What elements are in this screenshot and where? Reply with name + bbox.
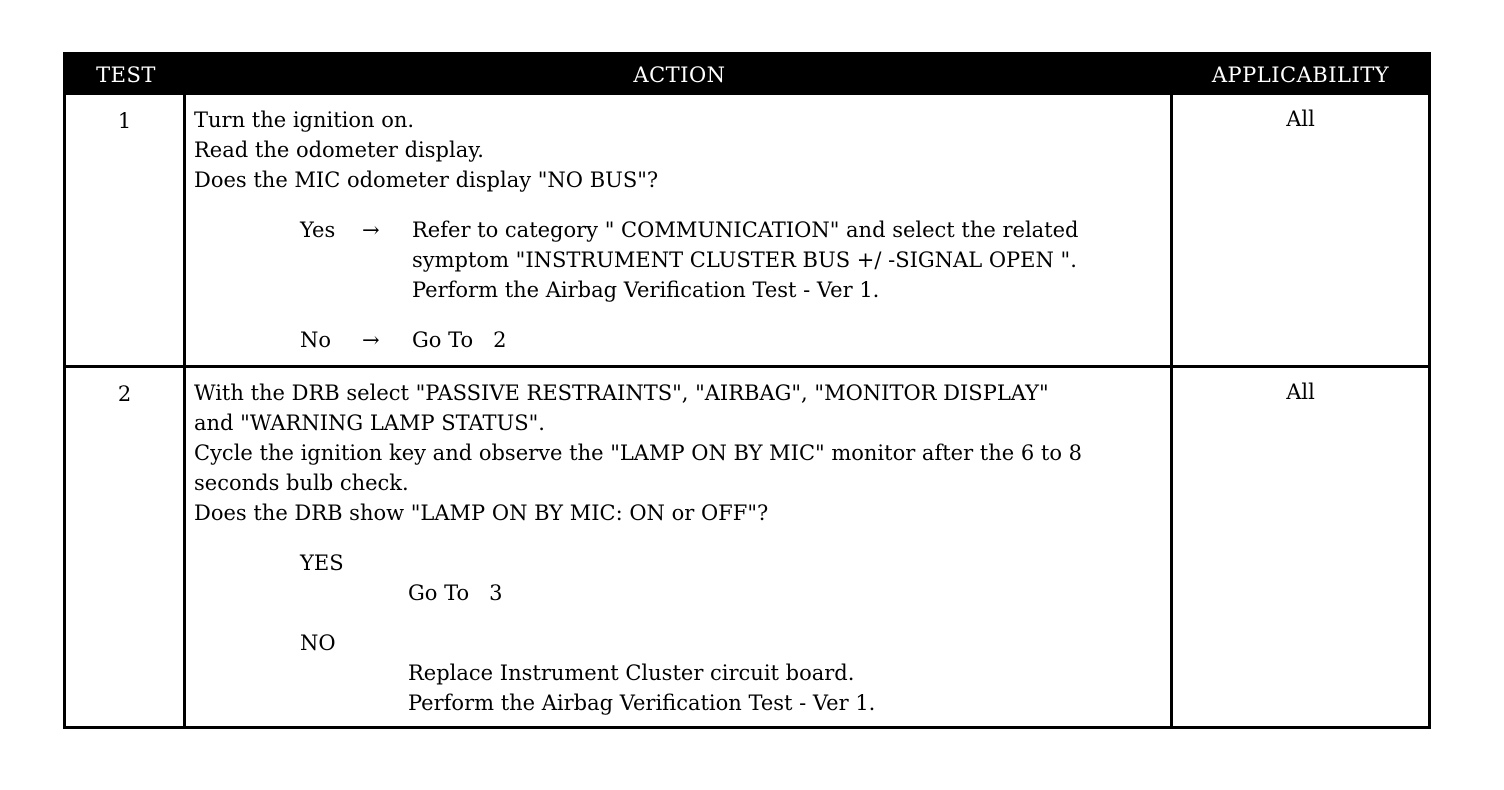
instruction-line: Turn the ignition on. [194, 108, 415, 132]
yes-text-line: Refer to category " COMMUNICATION" and select the related [412, 218, 1079, 242]
no-text-line: Perform the Airbag Verification Test - Ver 1. [408, 691, 876, 715]
instruction-line: Does the MIC odometer display "NO BUS"? [194, 168, 659, 192]
instruction-line: Cycle the ignition key and observe the "LAMP ON BY MIC" monitor after the 6 to 8 [194, 441, 1083, 465]
diagnostic-test-table [63, 52, 1431, 729]
yes-text [412, 215, 1164, 305]
applicability-value: All [1286, 107, 1315, 131]
yes-response [300, 215, 1164, 305]
header-test: TEST [96, 63, 156, 87]
yes-text-line: Perform the Airbag Verification Test - Ver 1. [412, 278, 880, 302]
applicability-value: All [1286, 380, 1315, 404]
header-applicability: APPLICABILITY [1211, 63, 1390, 87]
instruction-line: With the DRB select "PASSIVE RESTRAINTS", "AIRBAG", "MONITOR DISPLAY" [194, 381, 1049, 405]
instruction-line: seconds bulb check. [194, 471, 409, 495]
yes-text: Go To 3 [408, 581, 503, 605]
arrow-right-icon: → [362, 218, 380, 242]
instruction-line: Read the odometer display. [194, 138, 484, 162]
action-cell [186, 368, 1173, 726]
action-cell [186, 95, 1173, 365]
header-action: ACTION [633, 63, 726, 87]
test-number: 1 [66, 95, 186, 365]
instruction-line: and "WARNING LAMP STATUS". [194, 411, 545, 435]
table-row [66, 365, 1428, 726]
instruction-line: Does the DRB show "LAMP ON BY MIC: ON or OFF"? [194, 501, 769, 525]
no-label: No [300, 328, 332, 352]
no-label: NO [300, 631, 336, 655]
arrow-right-icon: → [362, 328, 380, 352]
test-number: 2 [66, 368, 186, 726]
yes-label: Yes [300, 218, 336, 242]
table-row [66, 95, 1428, 365]
yes-text-line: symptom "INSTRUMENT CLUSTER BUS +/ -SIGNAL OPEN ". [412, 248, 1077, 272]
no-text: Go To 2 [412, 328, 507, 352]
no-text-line: Replace Instrument Cluster circuit board. [408, 661, 855, 685]
table-header [66, 55, 1428, 95]
yes-label: YES [300, 551, 344, 575]
no-response [300, 325, 1164, 355]
